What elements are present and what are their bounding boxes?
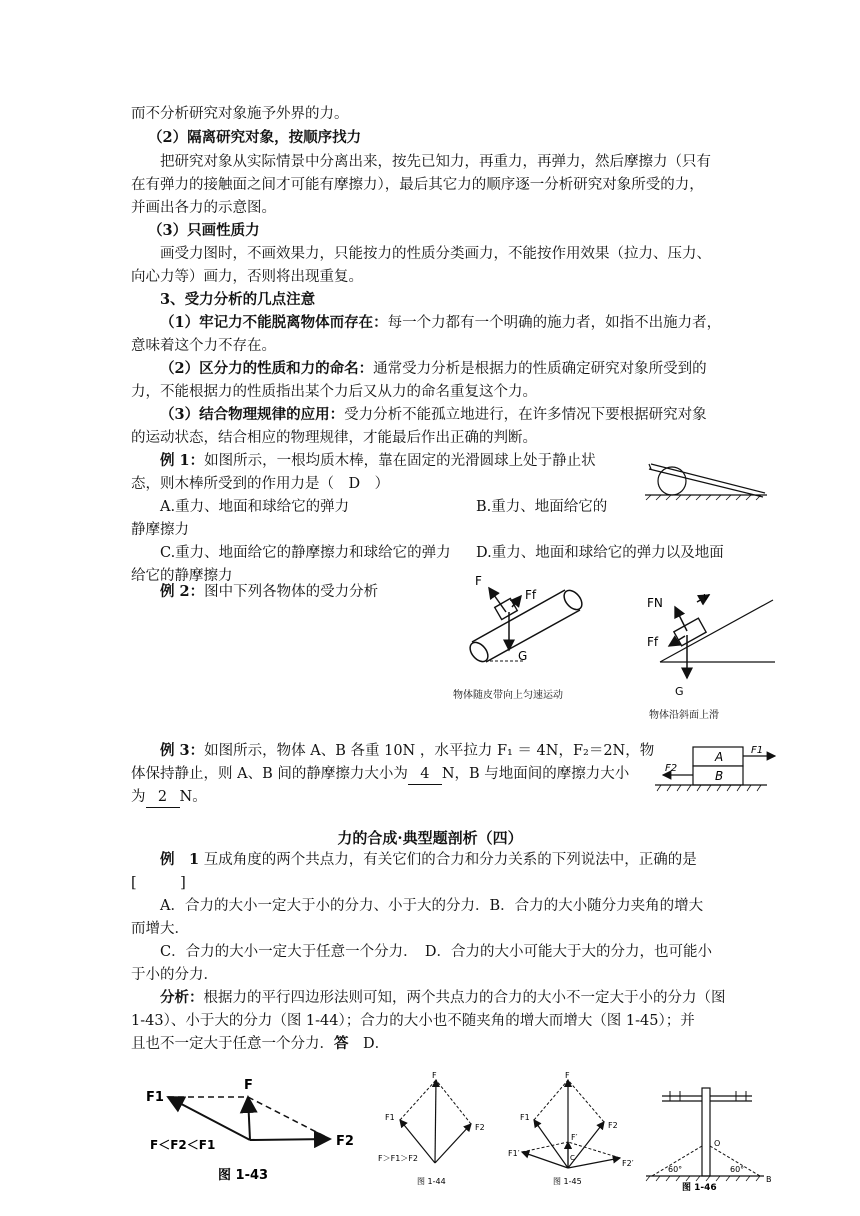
example-text: 互成角度的两个共点力，有关它们的合力和分力关系的下列说法中，正确的是 (203, 852, 697, 868)
text-line (131, 1034, 389, 1054)
block-label: A (715, 750, 724, 764)
conveyor-belt-figure (465, 572, 595, 668)
answer-blank: 2 (146, 787, 180, 808)
figure-caption: 图 1-46 (682, 1183, 717, 1193)
point-label: B (766, 1175, 772, 1184)
force-label: G (675, 685, 684, 698)
text-line: 的运动状态，结合相应的物理规律，才能最后作出正确的判断。 (131, 430, 537, 446)
text-span: 且也不一定大于任意一个分力． (131, 1036, 334, 1052)
force-label: F (244, 1078, 253, 1093)
angle-label: 60° (730, 1165, 745, 1174)
text-line (160, 741, 654, 761)
example-text: 如图所示，一根均质木棒，靠在固定的光滑圆球上处于静止状 (204, 453, 596, 469)
force-label: G (518, 649, 528, 663)
text-line: 画受力图时，不画效果力，只能按力的性质分类画力，不能按作用效果（拉力、压力、 (160, 246, 711, 262)
example-text: 如图所示，物体 A、B 各重 10N ，水平拉力 F₁ ＝ 4N，F₂＝2N，物 (204, 743, 655, 759)
force-label: FN (647, 596, 663, 610)
incline-figure (645, 590, 780, 700)
figure-1-46 (640, 1068, 780, 1193)
text-span: 为 (131, 789, 146, 805)
analysis-label: 分析： (160, 989, 204, 1006)
text-line (160, 313, 721, 333)
text-line: 而不分析研究对象施予外界的力。 (131, 106, 349, 122)
text-line: 向心力等）画力，否则将出现重复。 (131, 269, 363, 285)
text-line: 态，则木棒所受到的作用力是（ D ） (131, 476, 390, 492)
text-line: 1-43）、小于大的分力（图 1-44）；合力的大小也不随夹角的增大而增大（图 1-45）；并 (131, 1013, 695, 1029)
text-line (131, 764, 629, 785)
force-label: F (475, 574, 482, 588)
force-label: F (432, 1071, 437, 1080)
note-title: （1）牢记力不能脱离物体而存在： (160, 314, 388, 331)
force-label: Ff (525, 588, 537, 602)
block-label: B (715, 769, 724, 783)
example-label: 例 3： (160, 742, 205, 759)
velocity-label: v (703, 590, 710, 603)
figure-caption: 图 1-45 (553, 1177, 582, 1186)
force-label: Ff (647, 635, 659, 649)
relation-label: F＞F1＞F2 (378, 1154, 418, 1163)
point-label: C (570, 1154, 575, 1162)
figure-caption: 物体随皮带向上匀速运动 (453, 690, 563, 701)
text-span: 体保持静止，则 A、B 间的静摩擦力大小为 (131, 766, 408, 782)
figure-caption: 图 1-44 (417, 1177, 446, 1186)
force-label: F (565, 1071, 570, 1080)
note-text: 受力分析不能孤立地进行，在许多情况下要根据研究对象 (344, 407, 707, 423)
note-title: （2）区分力的性质和力的命名： (160, 360, 374, 377)
figure-caption: 物体沿斜面上滑 (649, 710, 719, 721)
figure-1-45 (508, 1068, 638, 1188)
force-label: F2 (475, 1123, 485, 1132)
answer-label: 答 (334, 1035, 349, 1052)
force-label: F1′ (508, 1149, 520, 1158)
force-label: F2 (608, 1121, 618, 1130)
force-label: F1 (751, 745, 764, 756)
text-span: N，B 与地面间的摩擦力大小 (441, 766, 630, 782)
section-heading: 3、受力分析的几点注意 (160, 291, 316, 308)
stacked-blocks-figure (655, 742, 780, 794)
force-label: F′ (571, 1133, 578, 1142)
force-label: F2 (665, 763, 678, 774)
option-a: A.重力、地面和球给它的弹力 (160, 499, 350, 515)
text-span: N。 (179, 789, 207, 805)
text-line: [ ] (131, 875, 186, 891)
option-b: B.重力、地面给它的 (476, 499, 608, 515)
text-line (160, 359, 707, 379)
force-label: F1 (146, 1090, 164, 1105)
force-label: F2′ (622, 1159, 634, 1168)
text-line (160, 850, 697, 870)
option-d: D.重力、地面和球给它的弹力以及地面 (476, 545, 724, 561)
text-line: 力，不能根据力的性质指出某个力后又从力的命名重复这个力。 (131, 384, 537, 400)
force-label: F1 (385, 1113, 395, 1122)
option-c: C.重力、地面给它的静摩擦力和球给它的弹力 (160, 545, 451, 561)
text-line: 并画出各力的示意图。 (131, 200, 276, 216)
note-text: 通常受力分析是根据力的性质确定研究对象所受到的 (373, 361, 707, 377)
figure-caption: 图 1-43 (218, 1168, 269, 1183)
note-text: 每一个力都有一个明确的施力者，如指不出施力者， (387, 315, 722, 331)
text-line: 于小的分力． (131, 967, 218, 983)
example-text: 图中下列各物体的受力分析 (204, 584, 379, 600)
text-line: 在有弹力的接触面之间才可能有摩擦力），最后其它力的顺序逐一分析研究对象所受的力， (131, 177, 704, 193)
point-label: O (714, 1139, 721, 1148)
rod-on-sphere-figure (645, 455, 770, 500)
figure-1-44 (375, 1068, 505, 1188)
section-title: 力的合成·典型题剖析（四） (337, 829, 523, 847)
force-label: F2 (336, 1134, 354, 1149)
section-heading: （3）只画性质力 (148, 222, 260, 239)
angle-label: 60° (668, 1165, 683, 1174)
text-line: 意味着这个力不存在。 (131, 338, 276, 354)
text-line: 静摩擦力 (131, 522, 189, 538)
text-line: A．合力的大小一定大于小的分力、小于大的分力．B．合力的大小随分力夹角的增大 (160, 898, 704, 914)
text-line (160, 451, 596, 471)
force-label: F1 (520, 1113, 530, 1122)
text-line: 给它的静摩擦力 (131, 568, 233, 584)
text-line (160, 405, 707, 425)
example-label: 例 1： (160, 452, 205, 469)
example-label: 例 1 (160, 851, 200, 868)
text-line: 而增大． (131, 921, 189, 937)
section-heading: （2）隔离研究对象，按顺序找力 (148, 129, 362, 146)
figure-1-43 (140, 1075, 370, 1185)
answer-blank: 4 (408, 764, 442, 785)
example-label: 例 2： (160, 583, 205, 600)
text-line: 把研究对象从实际情景中分离出来，按先已知力，再重力，再弹力，然后摩擦力（只有 (160, 154, 711, 170)
text-line (160, 582, 378, 602)
text-line: C．合力的大小一定大于任意一个分力． D．合力的大小可能大于大的分力，也可能小 (160, 944, 712, 960)
relation-label: F＜F2＜F1 (150, 1138, 216, 1152)
text-span: D． (348, 1036, 390, 1052)
text-line (131, 787, 207, 808)
text-line (160, 988, 726, 1008)
note-title: （3）结合物理规律的应用： (160, 406, 345, 423)
analysis-text: 根据力的平行四边形法则可知，两个共点力的合力的大小不一定大于小的分力（图 (203, 990, 726, 1006)
